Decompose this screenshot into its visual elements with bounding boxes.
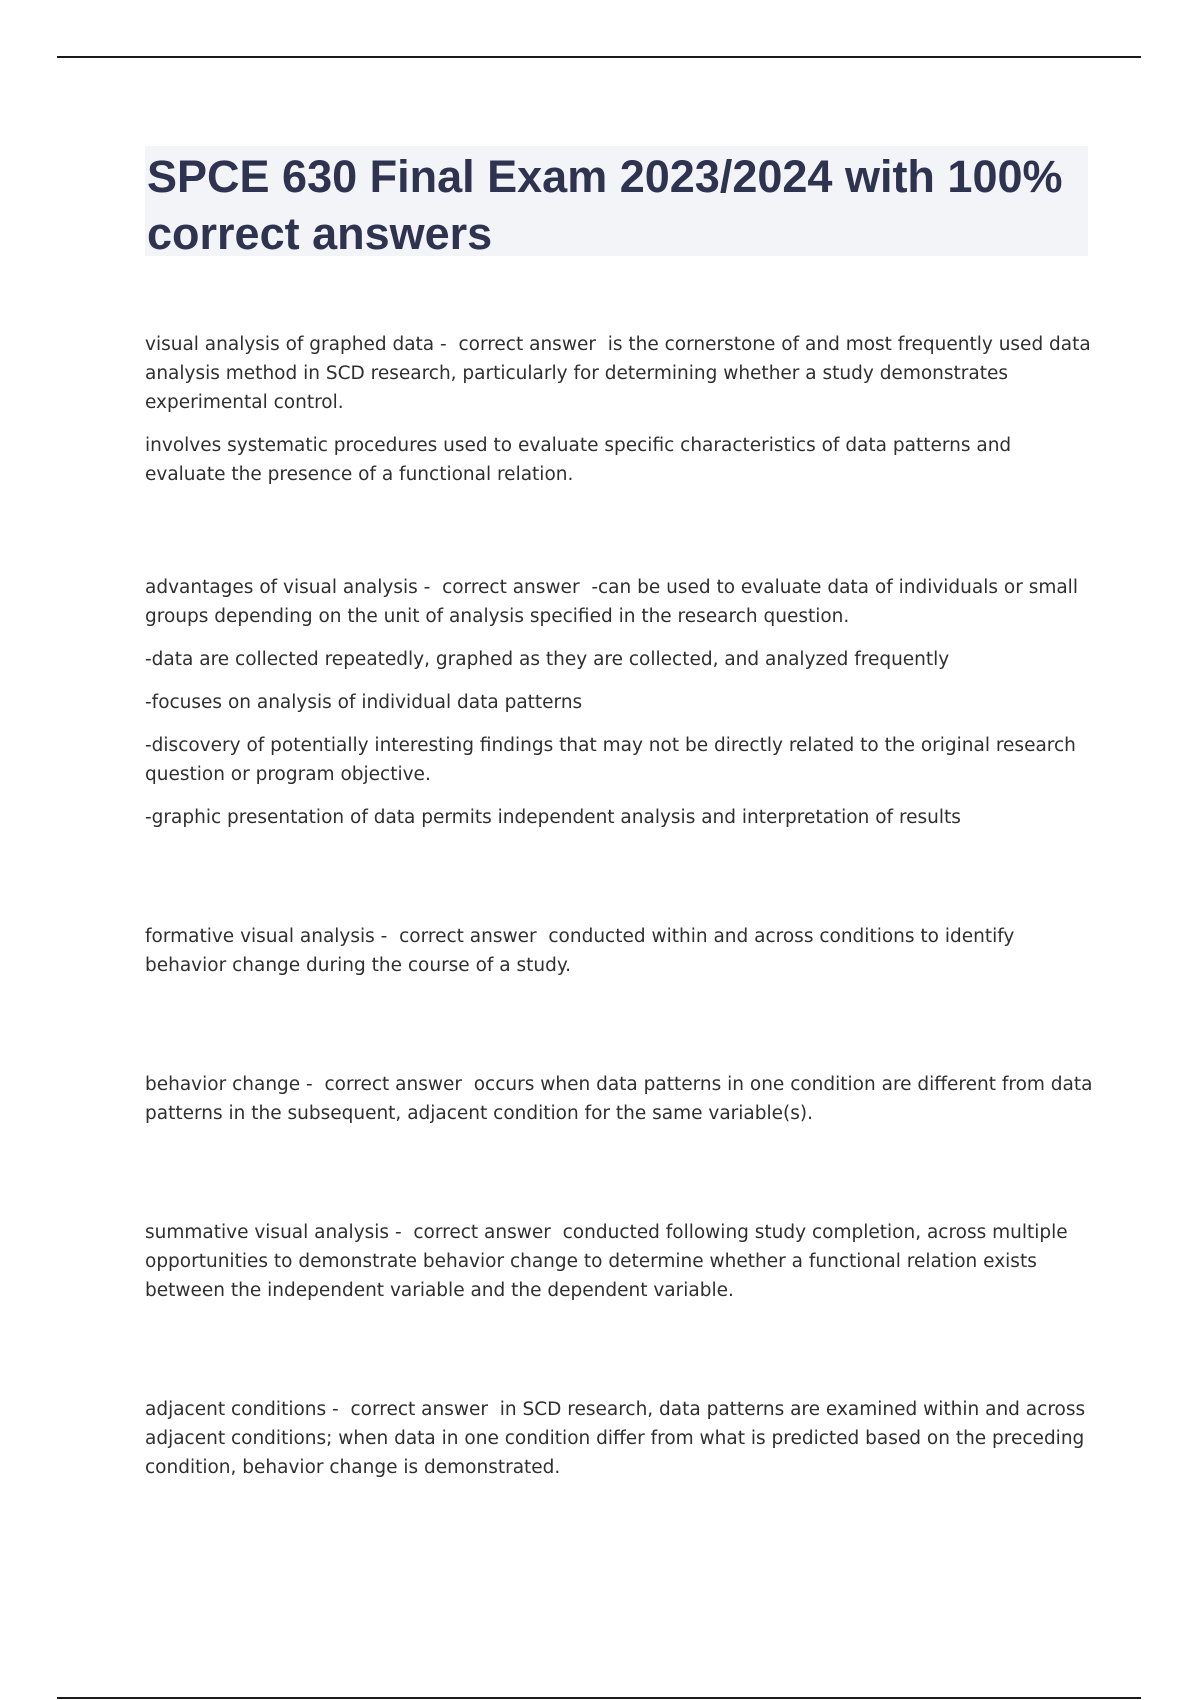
qa-list (145, 330, 1095, 1572)
qa-answer: occurs when data patterns in one condition are different from data patterns in the subsequent, adjacent condition for the same variable(s). (145, 1074, 1093, 1124)
qa-term: summative visual analysis (145, 1222, 390, 1243)
qa-question-line (145, 1070, 1095, 1128)
answer-separator: - correct answer (374, 926, 543, 947)
qa-extra-line: -graphic presentation of data permits independent analysis and interpretation of results (145, 807, 961, 828)
answer-separator: - correct answer (389, 1222, 557, 1243)
qa-term: advantages of visual analysis (145, 577, 418, 598)
top-rule (57, 56, 1141, 58)
qa-question-line (145, 922, 1095, 980)
qa-term: formative visual analysis (145, 926, 375, 947)
qa-term: visual analysis of graphed data (145, 334, 435, 355)
answer-separator: - correct answer (300, 1074, 468, 1095)
qa-question-line (145, 1218, 1095, 1305)
qa-extra-line: involves systematic procedures used to evaluate specific characteristics of data patterns and evaluate the presence of a functional relation. (145, 435, 1012, 485)
qa-answer: in SCD research, data patterns are examined within and across adjacent conditions; when data in one condition differ from what is predicted based on the preceding condition, behavior change is demonstrated. (145, 1399, 1086, 1478)
qa-entry (145, 1070, 1095, 1128)
qa-extra-line: -data are collected repeatedly, graphed as they are collected, and analyzed frequently (145, 649, 950, 670)
qa-entry (145, 330, 1095, 489)
title-banner (145, 146, 1088, 259)
answer-separator: - correct answer (326, 1399, 494, 1420)
qa-question-line (145, 1395, 1095, 1482)
qa-extra-line: -discovery of potentially interesting findings that may not be directly related to the original research question or program objective. (145, 735, 1076, 785)
qa-entry (145, 1395, 1095, 1482)
qa-question-line (145, 330, 1095, 417)
qa-entry (145, 573, 1095, 832)
qa-answer: is the cornerstone of and most frequently used data analysis method in SCD research, particularly for determining whether a study demonstrates experimental control. (145, 334, 1091, 413)
qa-term: adjacent conditions (145, 1399, 327, 1420)
answer-separator: - correct answer (434, 334, 602, 355)
answer-separator: - correct answer (417, 577, 586, 598)
qa-answer: -can be used to evaluate data of individuals or small groups depending on the unit of analysis specified in the research question. (145, 577, 1078, 627)
qa-entry (145, 1218, 1095, 1305)
page-title: SPCE 630 Final Exam 2023/2024 with 100% correct answers (147, 151, 1063, 259)
qa-term: behavior change (145, 1074, 301, 1095)
bottom-rule (57, 1697, 1141, 1699)
qa-entry (145, 922, 1095, 980)
qa-answer: conducted within and across conditions to identify behavior change during the course of a study. (145, 926, 1015, 976)
qa-question-line (145, 573, 1095, 631)
qa-answer: conducted following study completion, across multiple opportunities to demonstrate behavior change to determine whether a functional relation exists between the independent variable and the dependent variable. (145, 1222, 1068, 1301)
qa-extra-line: -focuses on analysis of individual data patterns (145, 692, 583, 713)
